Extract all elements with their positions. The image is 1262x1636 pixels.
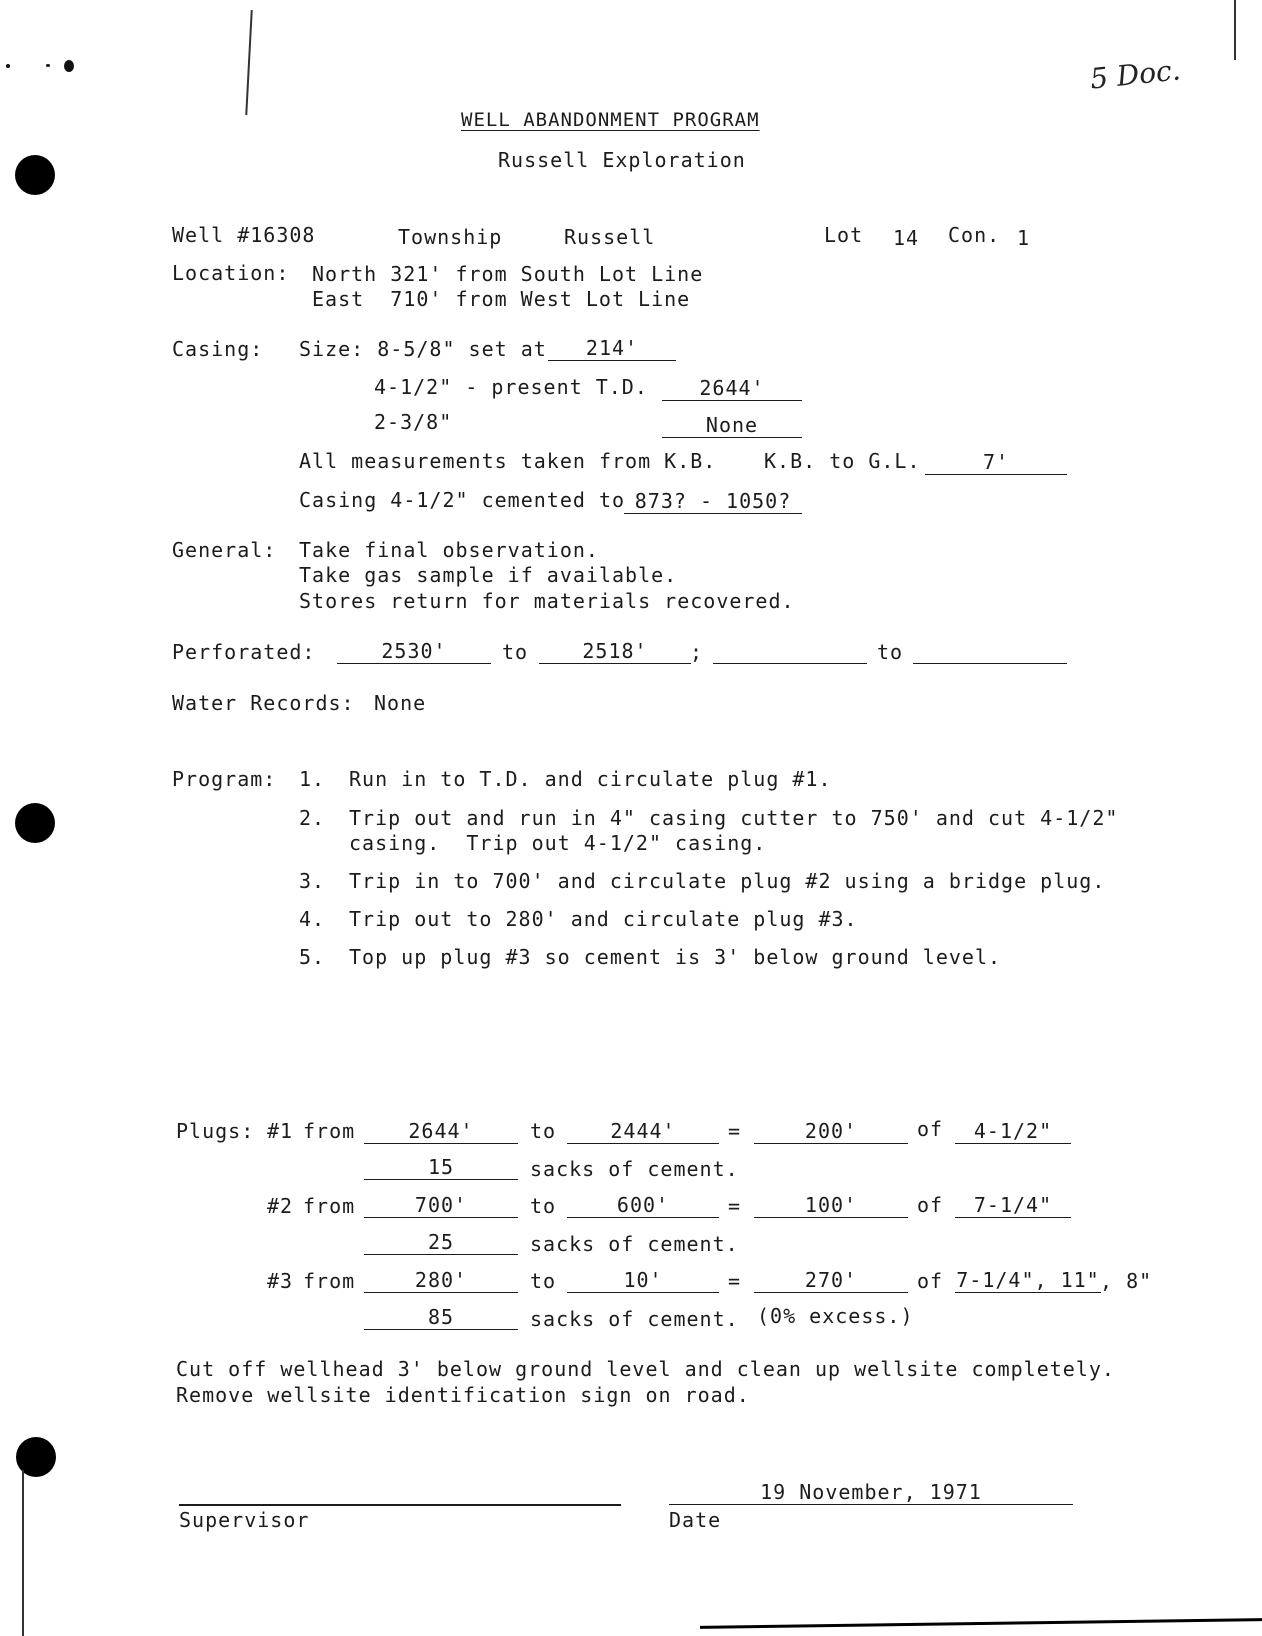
plug-to-label: to [530,1119,557,1143]
plug-from-label: from [303,1119,356,1143]
perforated-separator: ; [690,640,704,664]
plug-number: #1 [267,1119,294,1143]
casing-size-value: 214' [548,336,676,361]
casing-size-label: Size: 8-5/8" set at [299,337,547,361]
program-step-number: 5. [299,945,326,969]
date-value: 19 November, 1971 [669,1480,1073,1505]
handwritten-note: 5 Doc. [1088,53,1183,96]
plug-length-value: 200' [754,1119,908,1144]
location-label: Location: [172,261,290,285]
scan-edge-line [22,1470,24,1636]
ink-speck [46,64,50,67]
kb-gl-value: 7' [925,450,1067,475]
casing-cement-value: 873? - 1050? [624,489,802,514]
plug-equals: = [728,1269,742,1293]
scan-edge-line [1234,0,1236,60]
plug-from-value: 280' [364,1268,518,1293]
program-step-text: Trip in to 700' and circulate plug #2 using a bridge plug. [349,869,1106,893]
plug-sacks-value: 25 [364,1230,518,1255]
perforated-to-2 [913,639,1067,664]
township-value: Russell [564,225,656,249]
plug-sacks-label: sacks of cement. [530,1157,739,1181]
date-label: Date [669,1508,722,1532]
location-line-2: East 710' from West Lot Line [312,287,691,311]
casing-cement-label: Casing 4-1/2" cemented to [299,488,626,512]
plug-size-extra: , 8" [1100,1269,1153,1293]
plug-to-value: 10' [567,1268,719,1293]
plug-to-label: to [530,1194,557,1218]
plug-from-label: from [303,1194,356,1218]
con-value: 1 [1017,226,1031,250]
perforated-from-1: 2530' [337,639,491,664]
closing-line-1: Cut off wellhead 3' below ground level and clean up wellsite completely. [176,1357,1115,1381]
program-step-number: 1. [299,767,326,791]
plug-of-label: of [917,1193,944,1217]
casing-row3-value: None [662,413,802,438]
plug-equals: = [728,1194,742,1218]
plug-to-label: to [530,1269,557,1293]
plug-size-value: 7-1/4" [955,1193,1071,1218]
general-line-1: Take final observation. [299,538,599,562]
location-line-1: North 321' from South Lot Line [312,262,704,286]
general-line-2: Take gas sample if available. [299,563,678,587]
punch-hole-middle [15,803,55,843]
program-step-number: 2. [299,806,326,830]
program-step-text: Trip out to 280' and circulate plug #3. [349,907,858,931]
plug-from-value: 700' [364,1193,518,1218]
plug-equals: = [728,1119,742,1143]
general-line-3: Stores return for materials recovered. [299,589,795,613]
plug-excess-note: (0% excess.) [757,1304,914,1328]
program-step-text: Trip out and run in 4" casing cutter to 750' and cut 4-1/2" casing. Trip out 4-1/2" casing. [349,806,1119,855]
company-name: Russell Exploration [498,148,746,172]
plug-number: #3 [267,1269,294,1293]
closing-line-2: Remove wellsite identification sign on road. [176,1383,750,1407]
document-title: WELL ABANDONMENT PROGRAM [461,109,760,131]
plugs-label: Plugs: [176,1119,255,1143]
kb-gl-label: K.B. to G.L. [764,449,921,473]
plug-sacks-value: 85 [364,1305,518,1330]
plug-size-value: 4-1/2" [955,1119,1071,1144]
plug-length-value: 270' [754,1268,908,1293]
perforated-from-2 [713,639,867,664]
lot-label: Lot [824,223,864,247]
township-label: Township [398,225,503,249]
plug-length-value: 100' [754,1193,908,1218]
water-records-value: None [374,691,427,715]
plug-sacks-value: 15 [364,1155,518,1180]
perforated-to-1: 2518' [539,639,691,664]
plug-to-value: 2444' [567,1119,719,1144]
plug-size-value: 7-1/4", 11" [956,1268,1100,1292]
ink-speck [6,64,10,68]
plug-to-value: 600' [567,1193,719,1218]
plug-of-label: of [917,1117,944,1141]
water-records-label: Water Records: [172,691,355,715]
plug-sacks-label: sacks of cement. [530,1307,739,1331]
supervisor-label: Supervisor [179,1508,310,1532]
ink-spot [64,60,74,72]
casing-row2-value: 2644' [662,376,802,401]
perforated-to-label-1: to [502,640,529,664]
general-label: General: [172,538,277,562]
measurements-note: All measurements taken from K.B. [299,449,717,473]
plug-of-label: of [917,1269,944,1293]
well-number: Well #16308 [172,223,316,247]
program-step-text: Run in to T.D. and circulate plug #1. [349,767,832,791]
casing-row2-label: 4-1/2" - present T.D. [374,375,648,399]
con-label: Con. [948,223,1001,247]
casing-label: Casing: [172,337,264,361]
plug-sacks-label: sacks of cement. [530,1232,739,1256]
program-label: Program: [172,767,277,791]
program-step-number: 3. [299,869,326,893]
plug-number: #2 [267,1194,294,1218]
program-step-number: 4. [299,907,326,931]
program-step-text: Top up plug #3 so cement is 3' below ground level. [349,945,1002,969]
scan-edge-line [700,1618,1262,1629]
supervisor-signature-line [179,1504,621,1506]
scan-edge-line [245,10,252,115]
plug-from-label: from [303,1269,356,1293]
lot-value: 14 [893,226,920,250]
punch-hole-top [15,155,55,195]
perforated-label: Perforated: [172,640,316,664]
perforated-to-label-2: to [877,640,904,664]
casing-row3-label: 2-3/8" [374,410,453,434]
plug-from-value: 2644' [364,1119,518,1144]
